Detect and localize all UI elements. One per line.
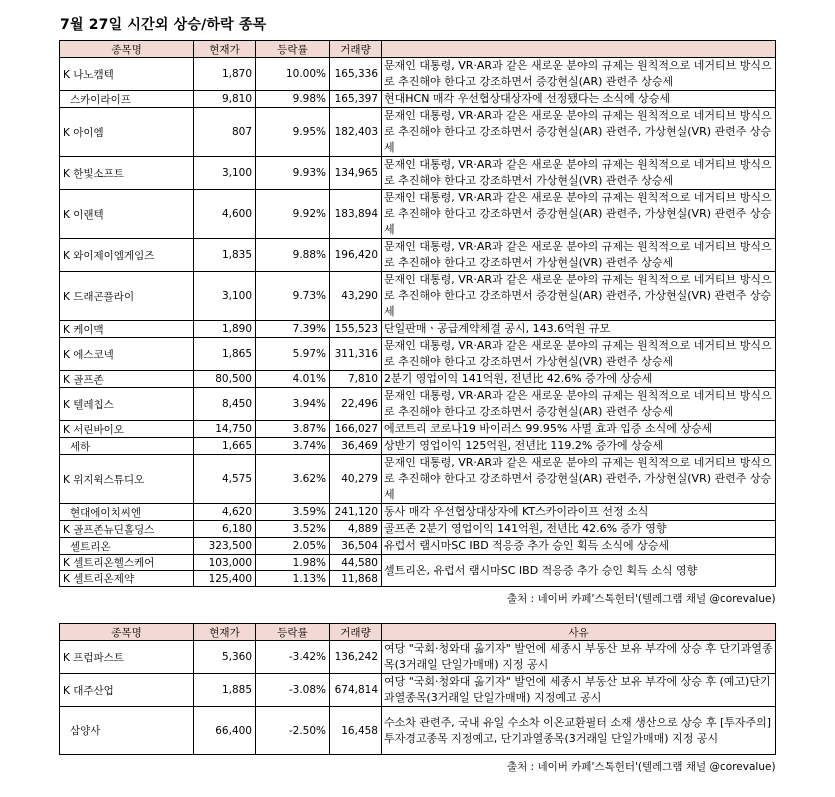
reason-cell: 동사 매각 우선협상대상자에 KT스카이라이프 선정 소식	[382, 504, 776, 521]
price-cell: 807	[194, 108, 256, 157]
table-row	[60, 371, 776, 388]
volume-cell: 43,290	[330, 272, 382, 321]
rise-table	[59, 40, 776, 587]
stock-name: 삼양사	[60, 707, 194, 755]
table-row	[60, 190, 776, 239]
header-change: 등락률	[256, 624, 330, 641]
price-cell: 1,885	[194, 674, 256, 707]
change-cell: 3.94%	[256, 388, 330, 421]
change-cell: 3.87%	[256, 421, 330, 438]
table-header-row	[60, 624, 776, 641]
table-row	[60, 157, 776, 190]
stock-name: 세하	[60, 438, 194, 455]
stock-name: K 셀트리온제약	[60, 571, 194, 587]
reason-cell: 문재인 대통령, VR·AR과 같은 새로운 분야의 규제는 원칙적으로 네거티브 방식으로 추진해야 한다고 강조하면서 가상현실(VR) 관련주 상승세	[382, 338, 776, 371]
stock-name: K 이랜텍	[60, 190, 194, 239]
change-cell: -2.50%	[256, 707, 330, 755]
reason-cell: 문재인 대통령, VR·AR과 같은 새로운 분야의 규제는 원칙적으로 네거티브 방식으로 추진해야 한다고 강조하면서 가상현실(VR) 관련주 상승세	[382, 157, 776, 190]
table-row	[60, 321, 776, 338]
price-cell: 1,665	[194, 438, 256, 455]
table-row	[60, 521, 776, 538]
header-price: 현재가	[194, 624, 256, 641]
change-cell: 9.98%	[256, 91, 330, 108]
price-cell: 8,450	[194, 388, 256, 421]
table-row	[60, 504, 776, 521]
table-row	[60, 641, 776, 674]
table-row	[60, 272, 776, 321]
price-cell: 9,810	[194, 91, 256, 108]
reason-cell: 유럽서 램시마SC IBD 적응증 추가 승인 획득 소식에 상승세	[382, 538, 776, 555]
volume-cell: 11,868	[330, 571, 382, 587]
change-cell: 9.73%	[256, 272, 330, 321]
volume-cell: 182,403	[330, 108, 382, 157]
stock-name: K 골프존	[60, 371, 194, 388]
table-row	[60, 338, 776, 371]
table-row	[60, 108, 776, 157]
stock-name: K 대주산업	[60, 674, 194, 707]
source-note: 출처 : 네이버 카페'스톡헌터'(텔레그램 채널 @corevalue)	[507, 593, 776, 605]
source-note: 출처 : 네이버 카페'스톡헌터'(텔레그램 채널 @corevalue)	[507, 761, 776, 773]
reason-cell: 문재인 대통령, VR·AR과 같은 새로운 분야의 규제는 원칙적으로 네거티브 방식으로 추진해야 한다고 강조하면서 증강현실(AR) 관련주, 가상현실(VR) 관련주 상승세	[382, 190, 776, 239]
reason-cell: 여당 "국회·청와대 옮기자" 발언에 세종시 부동산 보유 부각에 상승 후 (예고)단기과열종목(3거래일 단일가매매) 지정예고 공시	[382, 674, 776, 707]
table-row	[60, 538, 776, 555]
header-name: 종목명	[60, 624, 194, 641]
volume-cell: 183,894	[330, 190, 382, 239]
stock-name: 현대에이치씨엔	[60, 504, 194, 521]
change-cell: 3.52%	[256, 521, 330, 538]
stock-name: K 텔레칩스	[60, 388, 194, 421]
volume-cell: 36,504	[330, 538, 382, 555]
table-row	[60, 555, 776, 571]
reason-cell: 2분기 영업이익 141억원, 전년比 42.6% 증가에 상승세	[382, 371, 776, 388]
price-cell: 80,500	[194, 371, 256, 388]
header-reason	[382, 41, 776, 58]
volume-cell: 16,458	[330, 707, 382, 755]
reason-cell: 수소차 관련주, 국내 유일 수소차 이온교환필터 소재 생산으로 상승 후 [투자주의]투자경고종목 지정예고, 단기과열종목(3거래일 단일가매매) 지정 공시	[382, 707, 776, 755]
table-row	[60, 438, 776, 455]
stock-name: K 서린바이오	[60, 421, 194, 438]
price-cell: 5,360	[194, 641, 256, 674]
reason-cell: 문재인 대통령, VR·AR과 같은 새로운 분야의 규제는 원칙적으로 네거티브 방식으로 추진해야 한다고 강조하면서 증강현실(AR) 관련주, 가상현실(VR) 관련주 상승세	[382, 108, 776, 157]
table-row	[60, 58, 776, 91]
change-cell: 1.13%	[256, 571, 330, 587]
volume-cell: 241,120	[330, 504, 382, 521]
volume-cell: 155,523	[330, 321, 382, 338]
price-cell: 103,000	[194, 555, 256, 571]
reason-cell: 에코트리 코로나19 바이러스 99.95% 사멸 효과 입증 소식에 상승세	[382, 421, 776, 438]
change-cell: -3.42%	[256, 641, 330, 674]
change-cell: 3.59%	[256, 504, 330, 521]
table-row	[60, 91, 776, 108]
reason-cell: 현대HCN 매각 우선협상대상자에 선정됐다는 소식에 상승세	[382, 91, 776, 108]
stock-name: K 드래곤플라이	[60, 272, 194, 321]
price-cell: 125,400	[194, 571, 256, 587]
volume-cell: 136,242	[330, 641, 382, 674]
stock-name: K 케이맥	[60, 321, 194, 338]
volume-cell: 166,027	[330, 421, 382, 438]
volume-cell: 165,336	[330, 58, 382, 91]
volume-cell: 311,316	[330, 338, 382, 371]
price-cell: 14,750	[194, 421, 256, 438]
reason-cell: 문재인 대통령, VR·AR과 같은 새로운 분야의 규제는 원칙적으로 네거티브 방식으로 추진해야 한다고 강조하면서 증강현실(AR) 관련주, 가상현실(VR) 관련주 상승세	[382, 272, 776, 321]
volume-cell: 196,420	[330, 239, 382, 272]
table-row	[60, 239, 776, 272]
table-header-row	[60, 41, 776, 58]
volume-cell: 44,580	[330, 555, 382, 571]
price-cell: 323,500	[194, 538, 256, 555]
price-cell: 6,180	[194, 521, 256, 538]
header-price: 현재가	[194, 41, 256, 58]
change-cell: 9.95%	[256, 108, 330, 157]
table-row	[60, 388, 776, 421]
volume-cell: 7,810	[330, 371, 382, 388]
volume-cell: 40,279	[330, 455, 382, 504]
reason-cell: 문재인 대통령, VR·AR과 같은 새로운 분야의 규제는 원칙적으로 네거티브 방식으로 추진해야 한다고 강조하면서 증강현실(AR) 관련주 상승세	[382, 58, 776, 91]
header-reason: 사유	[382, 624, 776, 641]
stock-name: K 와이제이엠게임즈	[60, 239, 194, 272]
change-cell: 5.97%	[256, 338, 330, 371]
header-volume: 거래량	[330, 41, 382, 58]
stock-name: K 셀트리온헬스케어	[60, 555, 194, 571]
stock-name: K 에스코넥	[60, 338, 194, 371]
reason-cell: 문재인 대통령, VR·AR과 같은 새로운 분야의 규제는 원칙적으로 네거티브 방식으로 추진해야 한다고 강조하면서 증강현실(AR) 관련주 상승세	[382, 388, 776, 421]
change-cell: 7.39%	[256, 321, 330, 338]
reason-cell: 단일판매ㆍ공급계약체결 공시, 143.6억원 규모	[382, 321, 776, 338]
price-cell: 1,890	[194, 321, 256, 338]
price-cell: 3,100	[194, 157, 256, 190]
change-cell: 9.92%	[256, 190, 330, 239]
volume-cell: 134,965	[330, 157, 382, 190]
price-cell: 1,865	[194, 338, 256, 371]
stock-name: K 위지윅스튜디오	[60, 455, 194, 504]
reason-cell: 문재인 대통령, VR·AR과 같은 새로운 분야의 규제는 원칙적으로 네거티브 방식으로 추진해야 한다고 강조하면서 증강현실(AR) 관련주, 가상현실(VR) 관련주 상승세	[382, 455, 776, 504]
table-row	[60, 674, 776, 707]
volume-cell: 674,814	[330, 674, 382, 707]
stock-name: K 아이엠	[60, 108, 194, 157]
stock-name: K 한빛소프트	[60, 157, 194, 190]
stock-name: 스카이라이프	[60, 91, 194, 108]
table-row	[60, 707, 776, 755]
change-cell: 9.88%	[256, 239, 330, 272]
change-cell: 10.00%	[256, 58, 330, 91]
price-cell: 1,835	[194, 239, 256, 272]
volume-cell: 165,397	[330, 91, 382, 108]
fall-table	[59, 623, 776, 755]
reason-cell: 상반기 영업이익 125억원, 전년比 119.2% 증가에 상승세	[382, 438, 776, 455]
price-cell: 4,600	[194, 190, 256, 239]
table-row	[60, 421, 776, 438]
stock-name: K 골프존뉴딘홀딩스	[60, 521, 194, 538]
price-cell: 3,100	[194, 272, 256, 321]
change-cell: 9.93%	[256, 157, 330, 190]
change-cell: 2.05%	[256, 538, 330, 555]
stock-name: K 프럼파스트	[60, 641, 194, 674]
reason-cell: 셀트리온, 유럽서 램시마SC IBD 적응증 추가 승인 획득 소식 영향	[382, 555, 776, 587]
stock-name: 셀트리온	[60, 538, 194, 555]
header-name: 종목명	[60, 41, 194, 58]
price-cell: 4,575	[194, 455, 256, 504]
volume-cell: 36,469	[330, 438, 382, 455]
reason-cell: 문재인 대통령, VR·AR과 같은 새로운 분야의 규제는 원칙적으로 네거티브 방식으로 추진해야 한다고 강조하면서 가상현실(VR) 관련주 상승세	[382, 239, 776, 272]
volume-cell: 22,496	[330, 388, 382, 421]
change-cell: 3.62%	[256, 455, 330, 504]
price-cell: 4,620	[194, 504, 256, 521]
change-cell: 3.74%	[256, 438, 330, 455]
reason-cell: 골프존 2분기 영업이익 141억원, 전년比 42.6% 증가 영향	[382, 521, 776, 538]
change-cell: 4.01%	[256, 371, 330, 388]
stock-name: K 나노캠텍	[60, 58, 194, 91]
price-cell: 66,400	[194, 707, 256, 755]
header-volume: 거래량	[330, 624, 382, 641]
change-cell: -3.08%	[256, 674, 330, 707]
table-row	[60, 455, 776, 504]
volume-cell: 4,889	[330, 521, 382, 538]
change-cell: 1.98%	[256, 555, 330, 571]
header-change: 등락률	[256, 41, 330, 58]
reason-cell: 여당 "국회·청와대 옮기자" 발언에 세종시 부동산 보유 부각에 상승 후 단기과열종목(3거래일 단일가매매) 지정 공시	[382, 641, 776, 674]
price-cell: 1,870	[194, 58, 256, 91]
page-title: 7월 27일 시간외 상승/하락 종목	[60, 17, 267, 33]
